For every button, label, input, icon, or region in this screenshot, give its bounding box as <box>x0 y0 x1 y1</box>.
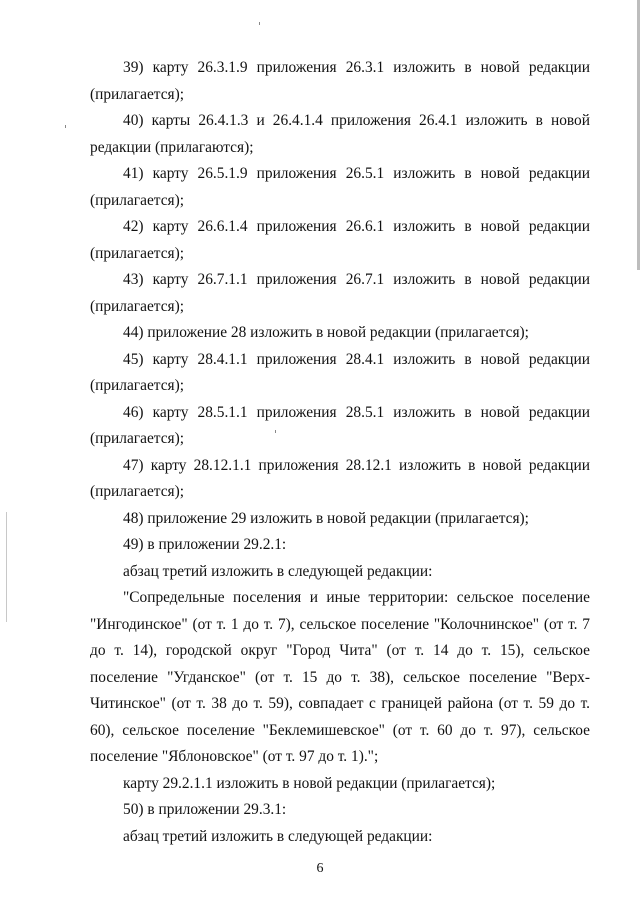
page-number: 6 <box>316 861 324 876</box>
paragraph-48: 48) приложение 29 изложить в новой редакции (прилагается); <box>123 509 529 527</box>
document-body <box>90 55 590 850</box>
paragraph-49-quote: "Сопредельные поселения и иные территории: сельское поселение "Ингодинское" (от т. 1 до т. 7), сельское поселение "Колочнинское" (от т. 7 до т. 14), городской округ "Город Чита" (от т. 14 до т. 15), сельское поселение "Угданское" (от т. 15 до т. 38), сельское поселение "Верх-Читинское" (от т. 38 до т. 59), совпадает с границей района (от т. 59 до т. 60), сельское поселение "Беклемишевское" (от т. 60 до т. 97), сельское поселение "Яблоновское" (от т. 97 до т. 1)."; <box>90 589 590 765</box>
scan-speck <box>65 125 66 128</box>
paragraph-44: 44) приложение 28 изложить в новой редакции (прилагается); <box>123 324 529 341</box>
paragraph-41: 41) карту 26.5.1.9 приложения 26.5.1 изложить в новой редакции (прилагается); <box>90 165 590 209</box>
paragraph-49: 49) в приложении 29.2.1: <box>123 536 287 553</box>
paragraph-50-subitem: абзац третий изложить в следующей редакции: <box>123 827 433 845</box>
paragraph-49-subitem: абзац третий изложить в следующей редакции: <box>123 562 433 580</box>
paragraph-43: 43) карту 26.7.1.1 приложения 26.7.1 изложить в новой редакции (прилагается); <box>90 271 590 315</box>
scan-edge-left <box>6 512 7 622</box>
scan-speck <box>259 22 260 25</box>
paragraph-46: 46) карту 28.5.1.1 приложения 28.5.1 изложить в новой редакции (прилагается); <box>90 403 590 447</box>
paragraph-42: 42) карту 26.6.1.4 приложения 26.6.1 изложить в новой редакции (прилагается); <box>90 218 590 262</box>
paragraph-45: 45) карту 28.4.1.1 приложения 28.4.1 изложить в новой редакции (прилагается); <box>90 350 590 394</box>
paragraph-47: 47) карту 28.12.1.1 приложения 28.12.1 изложить в новой редакции (прилагается); <box>90 456 590 500</box>
paragraph-50: 50) в приложении 29.3.1: <box>123 801 287 818</box>
paragraph-49-map: карту 29.2.1.1 изложить в новой редакции (прилагается); <box>123 774 496 792</box>
paragraph-40: 40) карты 26.4.1.3 и 26.4.1.4 приложения 26.4.1 изложить в новой редакции (прилагаются); <box>90 112 590 156</box>
paragraph-39: 39) карту 26.3.1.9 приложения 26.3.1 изложить в новой редакции (прилагается); <box>90 59 590 103</box>
